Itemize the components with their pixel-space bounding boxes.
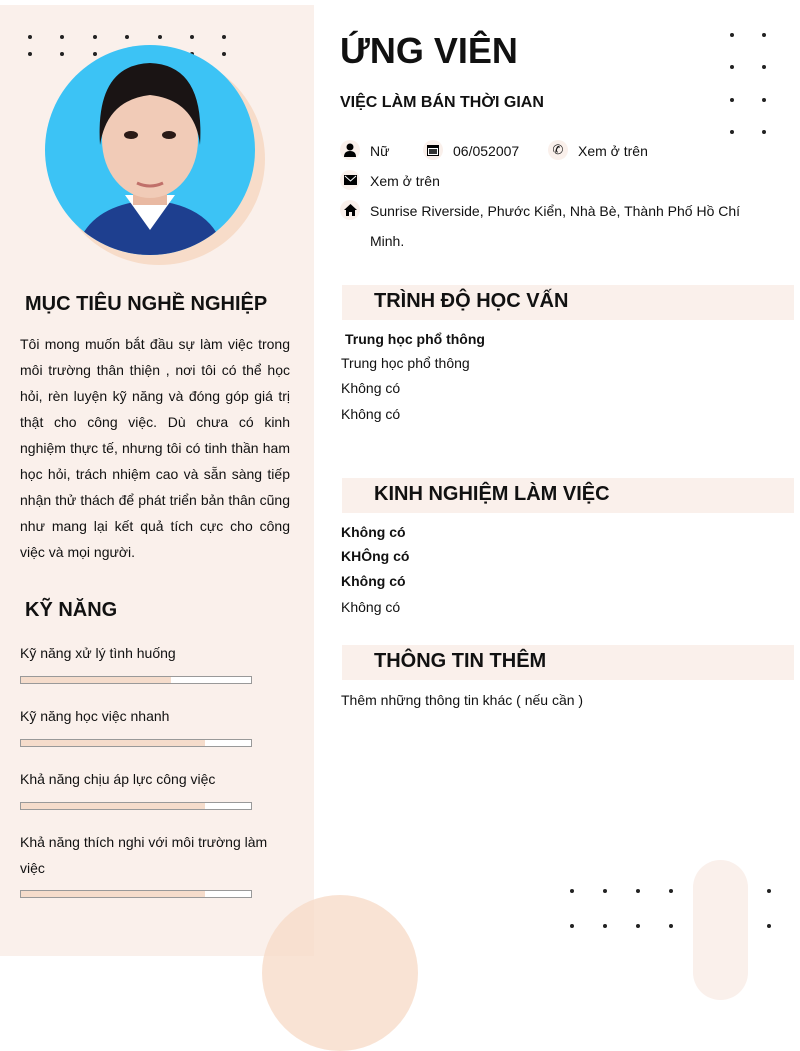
dot	[603, 889, 607, 893]
skills-title: KỸ NĂNG	[25, 599, 118, 621]
dot	[93, 35, 97, 39]
skill-label: Khả năng thích nghi với môi trường làm việc	[20, 834, 268, 876]
dot	[158, 35, 162, 39]
education-title: TRÌNH ĐỘ HỌC VẤN	[374, 290, 569, 312]
dot	[603, 924, 607, 928]
dot	[60, 35, 64, 39]
dot	[636, 889, 640, 893]
dot	[570, 889, 574, 893]
dot	[570, 924, 574, 928]
user-icon	[340, 140, 360, 160]
education-line: Không có	[341, 380, 401, 396]
education-line: Không có	[341, 406, 401, 422]
skill-bar-fill	[21, 677, 171, 683]
extra-text: Thêm những thông tin khác ( nếu cần )	[341, 692, 584, 708]
email-value: Xem ở trên	[370, 173, 440, 189]
dot	[28, 35, 32, 39]
experience-line: Không có	[341, 599, 401, 615]
objective-text: Tôi mong muốn bắt đầu sự làm việc trong môi trường thân thiện , nơi tôi có thể học hỏi, rèn luyện kỹ năng và đóng góp giá trị thật cho công việc. Dù chưa có kinh nghiệm thực tế, nhưng tôi có tinh thần ham học hỏi, trách nhiệm cao và sẵn sàng tiếp nhận thử thách để phát triển bản thân cũng như mang lại kết quả tích cực cho công việc và mọi người.	[20, 336, 290, 560]
address-line2: Minh.	[370, 233, 405, 249]
dot	[762, 33, 766, 37]
dot	[28, 52, 32, 56]
dot	[669, 924, 673, 928]
dot	[767, 924, 771, 928]
skill-bar-fill	[21, 740, 205, 746]
gender-value: Nữ	[370, 143, 390, 159]
skill-bar-fill	[21, 891, 205, 897]
decorative-semicircle	[262, 895, 418, 1051]
avatar	[45, 45, 255, 255]
education-school: Trung học phổ thông	[345, 331, 485, 347]
dot	[762, 130, 766, 134]
skill-label: Khả năng chịu áp lực công việc	[20, 771, 216, 787]
skill-bar	[20, 890, 252, 898]
experience-title: KINH NGHIỆM LÀM VIỆC	[374, 483, 610, 505]
dot	[762, 65, 766, 69]
mail-icon	[340, 170, 360, 190]
calendar-icon	[423, 140, 443, 160]
dot	[730, 33, 734, 37]
name-heading: ỨNG VIÊN	[340, 30, 518, 71]
dot	[730, 130, 734, 134]
dot	[730, 98, 734, 102]
skill-bar	[20, 739, 252, 747]
experience-line: KHÔng có	[341, 548, 410, 564]
extra-header	[342, 645, 794, 680]
dot	[762, 98, 766, 102]
dot	[222, 35, 226, 39]
skill-label: Kỹ năng xử lý tình huống	[20, 645, 176, 661]
home-icon	[340, 200, 360, 220]
dob-value: 06/052007	[453, 143, 520, 159]
skill-bar	[20, 676, 252, 684]
job-title: VIỆC LÀM BÁN THỜI GIAN	[340, 94, 544, 111]
dot	[669, 889, 673, 893]
experience-header	[342, 478, 794, 513]
skill-label: Kỹ năng học việc nhanh	[20, 708, 170, 724]
dot	[190, 35, 194, 39]
dot	[730, 65, 734, 69]
phone-value: Xem ở trên	[578, 143, 648, 159]
skill-bar-fill	[21, 803, 205, 809]
phone-icon: ✆	[548, 140, 568, 160]
experience-line: Không có	[341, 573, 406, 589]
experience-line: Không có	[341, 524, 406, 540]
dot	[125, 35, 129, 39]
address-line1: Sunrise Riverside, Phước Kiển, Nhà Bè, Thành Phố Hồ Chí	[370, 203, 741, 219]
decorative-pill	[693, 860, 748, 1000]
dot	[767, 889, 771, 893]
extra-title: THÔNG TIN THÊM	[374, 650, 547, 672]
objective-title: MỤC TIÊU NGHỀ NGHIỆP	[25, 293, 268, 315]
skill-bar	[20, 802, 252, 810]
education-header	[342, 285, 794, 320]
education-line: Trung học phổ thông	[341, 355, 470, 371]
dot	[636, 924, 640, 928]
